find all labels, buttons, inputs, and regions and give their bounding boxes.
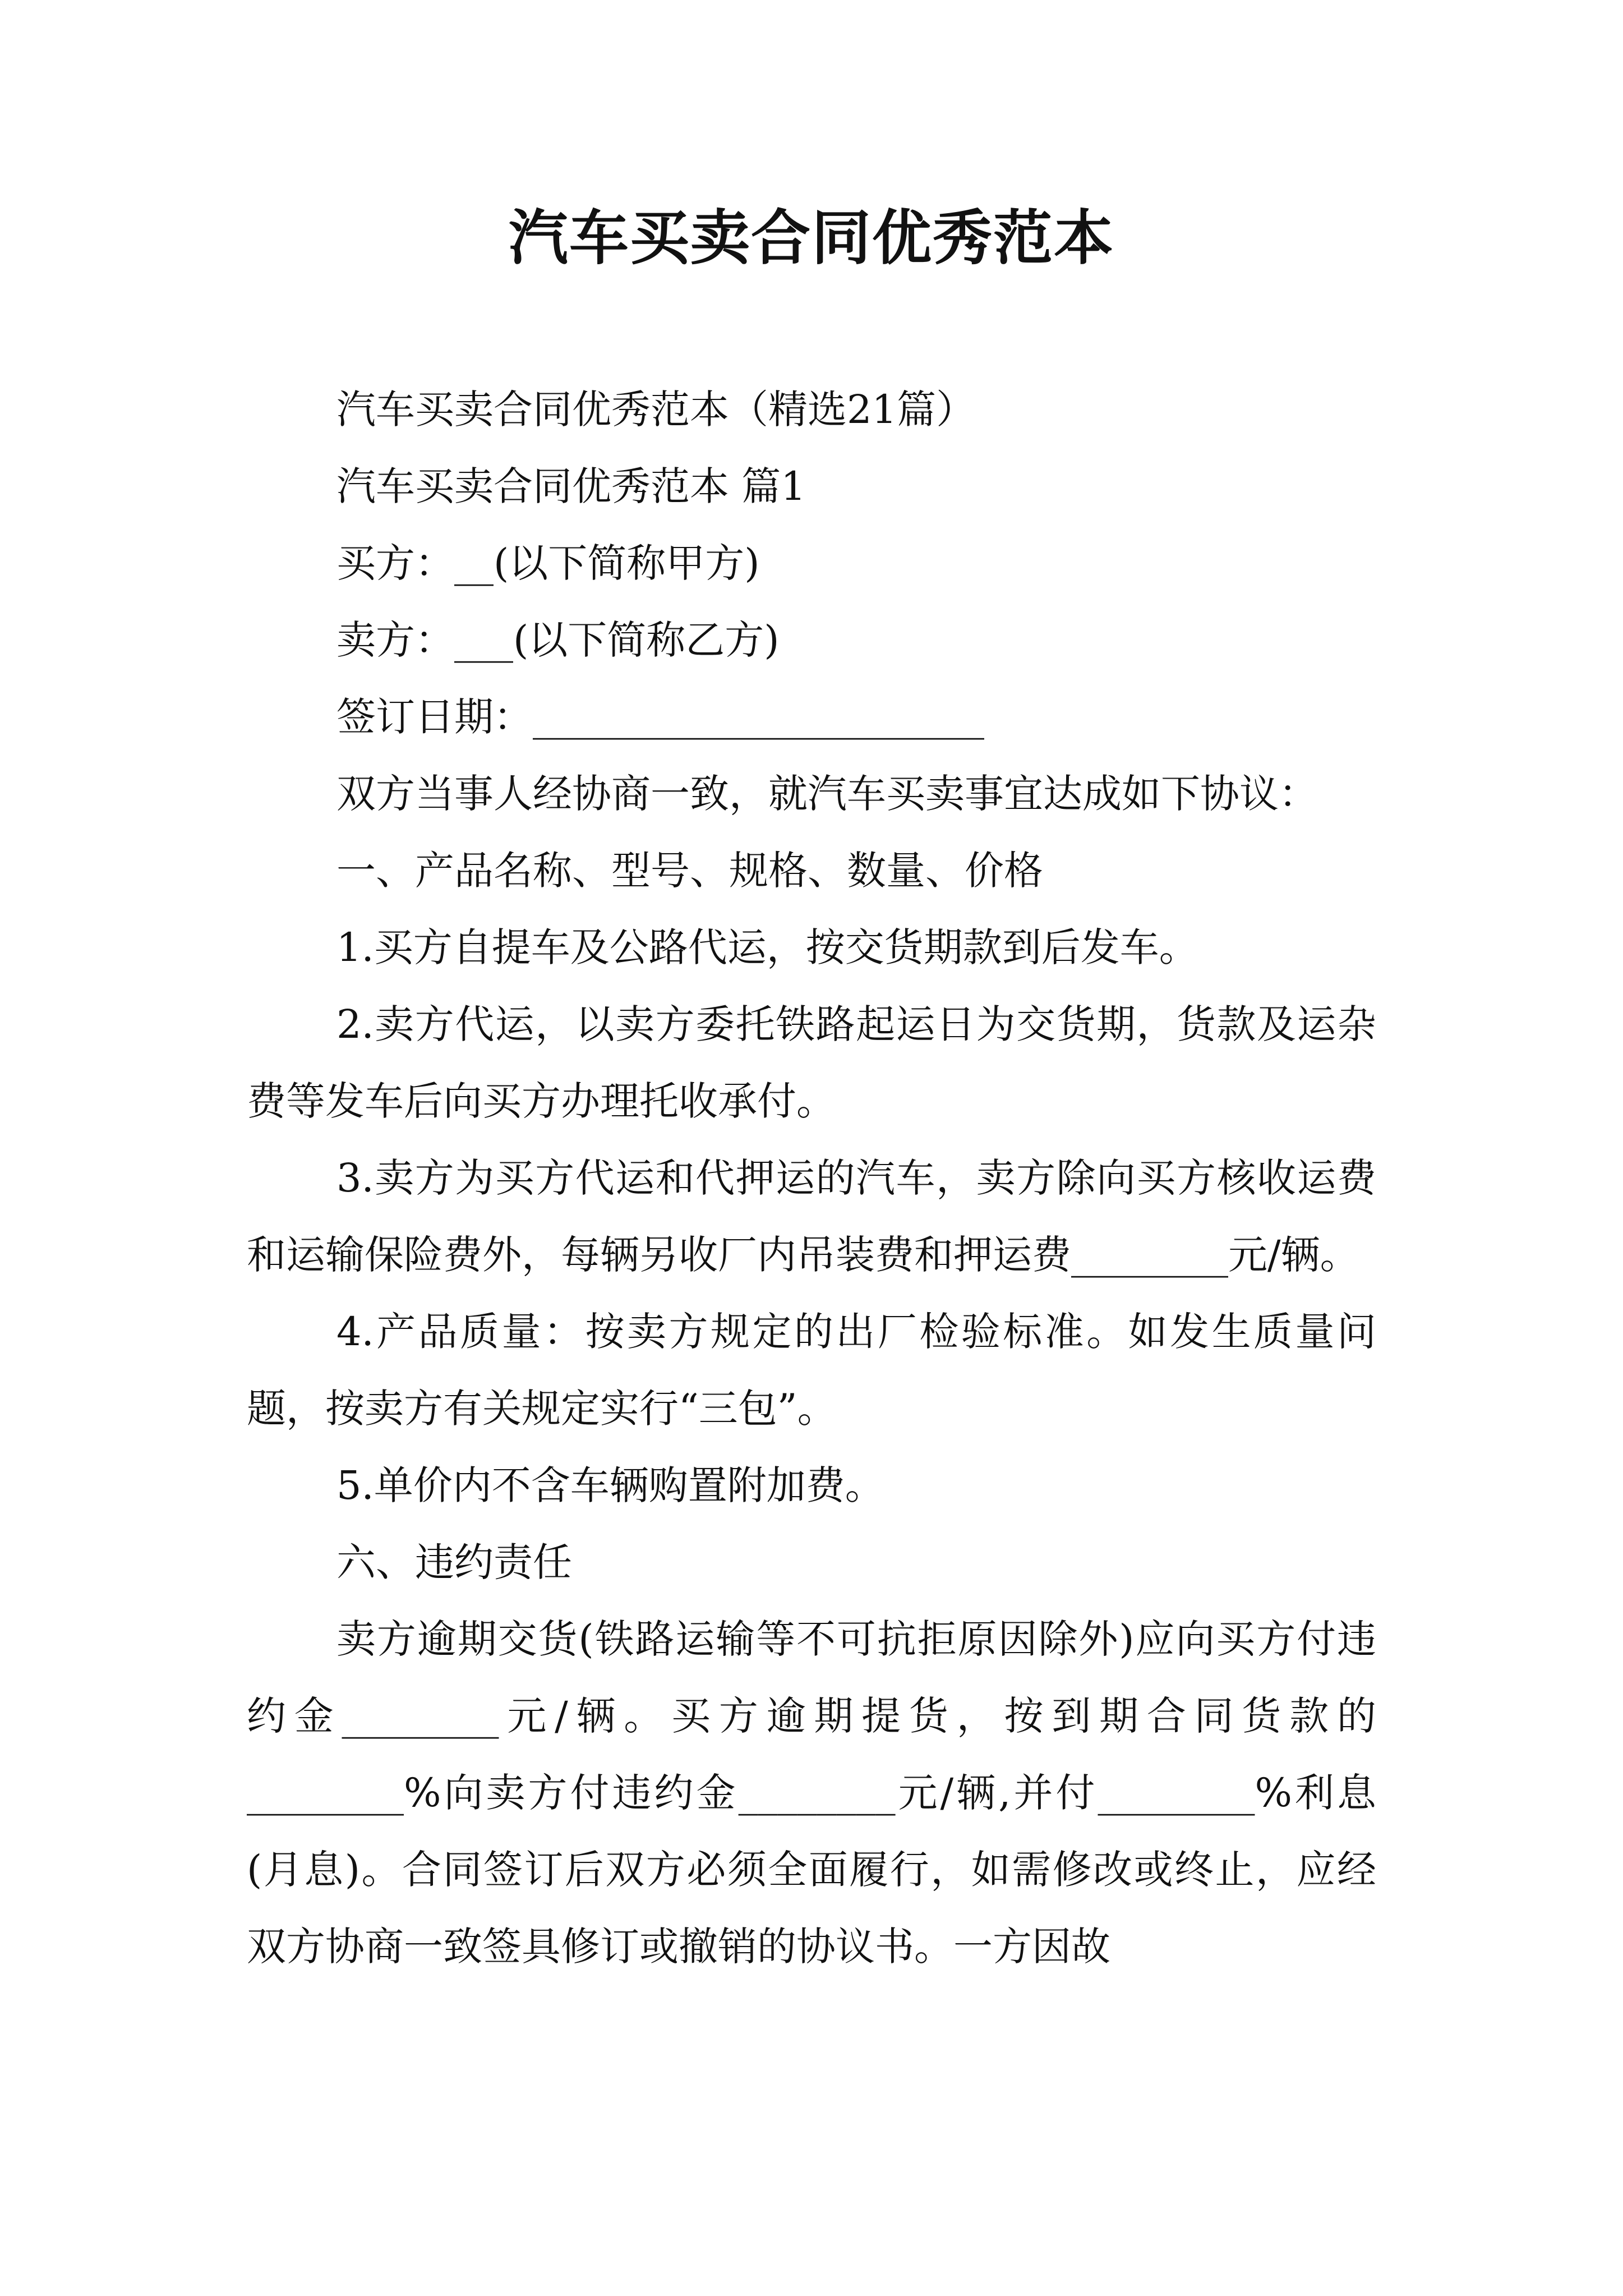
seller-line: 卖方：___(以下简称乙方) [336,617,780,663]
subtitle-paragraph: 汽车买卖合同优秀范本（精选21篇） [336,386,976,432]
clause-item-5: 5.单价内不含车辆购置附加费。 [336,1462,884,1508]
agreement-intro: 双方当事人经协商一致，就汽车买卖事宜达成如下协议： [336,771,1318,817]
clause-heading-liability: 六、违约责任 [336,1539,572,1585]
clause-item-1: 1.买方自提车及公路代运，按交货期款到后发车。 [336,924,1198,970]
document-title: 汽车买卖合同优秀范本 [509,204,1114,273]
clause-item-4: 4.产品质量：按卖方规定的出厂检验标准。如发生质量问题，按卖方有关规定实行“三包”。 [247,1309,1376,1432]
liability-paragraph: 卖方逾期交货(铁路运输等不可抗拒原因除外)应向买方付违约金________元/辆。买方逾期提货，按到期合同货款的________%向卖方付违约金________元/辆,并付________%利息(月息)。合同签订后双方必须全面履行，如需修改或终止，应经双方协商一致签具修订或撤销的协议书。一方因故 [247,1616,1376,1970]
clause-heading-product: 一、产品名称、型号、规格、数量、价格 [336,848,1043,894]
clause-item-2: 2.卖方代运，以卖方委托铁路起运日为交货期，货款及运杂费等发车后向买方办理托收承付。 [247,1001,1376,1124]
sign-date-line: 签订日期：_______________________ [336,694,984,740]
buyer-line: 买方：__(以下简称甲方) [336,540,760,586]
document-body [247,371,1376,1985]
section-heading: 汽车买卖合同优秀范本 篇1 [336,463,806,509]
clause-item-3: 3.卖方为买方代运和代押运的汽车，卖方除向买方核收运费和运输保险费外，每辆另收厂内吊装费和押运费________元/辆。 [247,1155,1376,1278]
